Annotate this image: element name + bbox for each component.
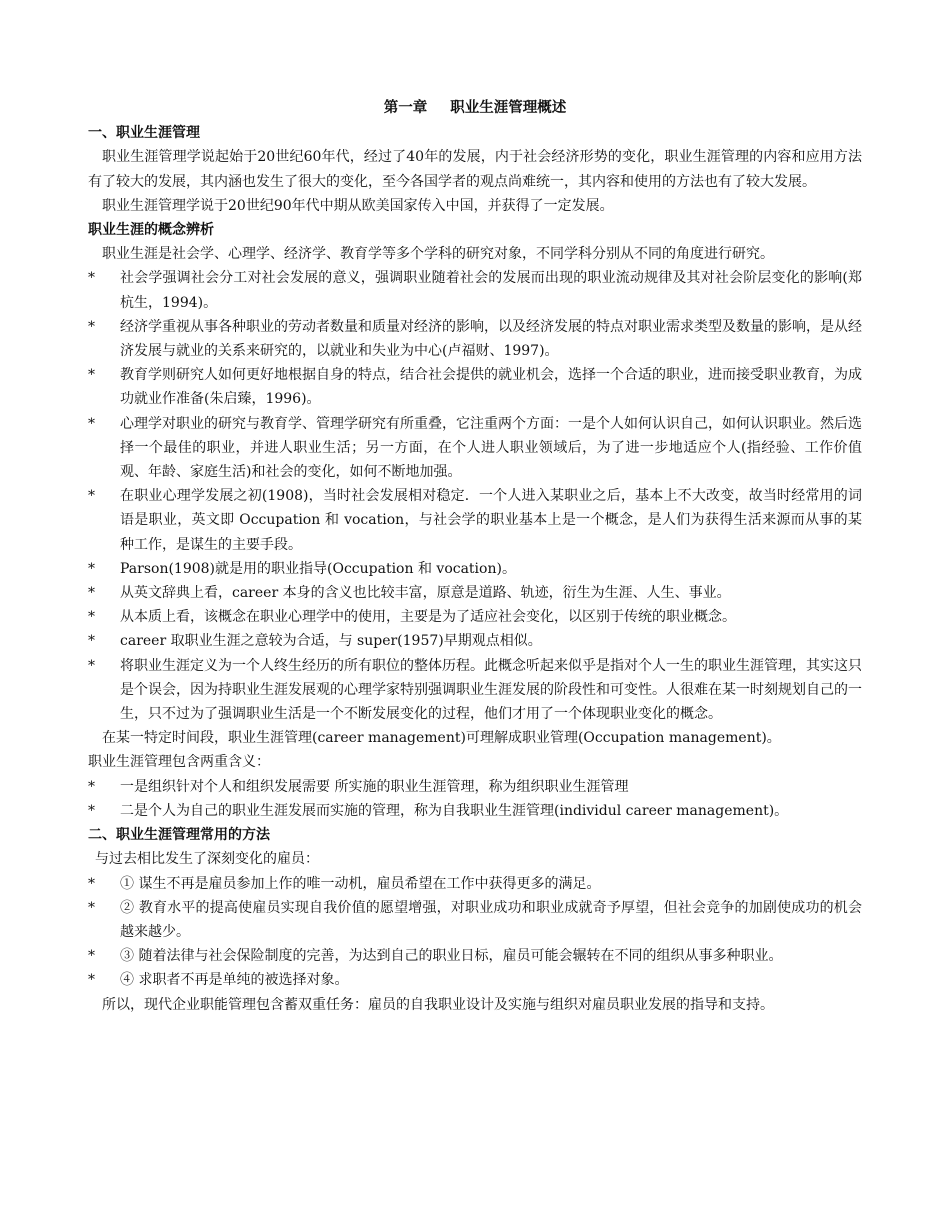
bullet-marker: *: [88, 609, 95, 626]
bullet-item: [88, 872, 862, 896]
bullet-marker: *: [88, 657, 95, 674]
bullet-item: [88, 629, 862, 653]
bullet-text: ③ 随着法律与社会保险制度的完善，为达到自己的职业日标，雇员可能会辗转在不同的组织从事多种职业。: [120, 948, 783, 965]
bullet-item: [88, 775, 862, 799]
bullet-marker: *: [88, 488, 95, 505]
bullet-marker: *: [88, 585, 95, 602]
bullet-marker: *: [88, 875, 95, 892]
bullet-marker: *: [88, 948, 95, 965]
bullet-text: ② 教育水平的提高使雇员实现自我价值的愿望增强，对职业成功和职业成就奇予厚望，但社会竞争的加剧使成功的机会越来越少。: [120, 899, 862, 940]
bullet-item: [88, 484, 862, 557]
paragraph: 职业生涯管理学说于20世纪90年代中期从欧美国家传入中国，并获得了一定发展。: [102, 197, 614, 214]
bullet-marker: *: [88, 318, 95, 335]
paragraph: 所以，现代企业职能管理包含蓄双重任务：雇员的自我职业设计及实施与组织对雇员职业发展的指导和支持。: [102, 996, 774, 1013]
bullet-item: [88, 944, 862, 968]
bullet-text: 从英文辞典上看，career 本身的含义也比较丰富，原意是道路、轨迹，衍生为生涯、人生、事业。: [120, 585, 731, 602]
bullet-marker: *: [88, 415, 95, 432]
section-heading-1: 一、职业生涯管理: [88, 125, 200, 142]
bullet-text: 从本质上看，该概念在职业心理学中的使用，主要是为了适应社会变化，以区别于传统的职业概念。: [120, 609, 736, 626]
section-heading-2: 二、职业生涯管理常用的方法: [88, 827, 270, 844]
bullet-item: [88, 581, 862, 605]
bullet-text: 社会学强调社会分工对社会发展的意义，强调职业随着社会的发展而出现的职业流动规律及其对社会阶层变化的影响(郑杭生，1994)。: [120, 270, 862, 311]
bullet-item: [88, 799, 862, 823]
bullet-marker: *: [88, 367, 95, 384]
bullet-text: 一是组织针对个人和组织发展需要 所实施的职业生涯管理，称为组织职业生涯管理: [120, 778, 629, 795]
bullet-text: 教育学则研究人如何更好地根据自身的特点，结合社会提供的就业机会，选择一个合适的职业，进而接受职业教育，为成功就业作准备(朱启臻，1996)。: [120, 367, 862, 408]
bullet-item: [88, 968, 862, 992]
bullet-text: 经济学重视从事各种职业的劳动者数量和质量对经济的影响，以及经济发展的特点对职业需求类型及数量的影响，是从经济发展与就业的关系来研究的，以就业和失业为中心(卢福财、1997)。: [120, 318, 862, 360]
bullet-marker: *: [88, 802, 95, 819]
bullet-text: 在职业心理学发展之初(1908)，当时社会发展相对稳定．一个人进入某职业之后，基本上不大改变，故当时经常用的词语是职业，英文即 Occupation 和 vocation，与社会学的职业基本上是一个概念，是人们为获得生活来源而从事的某种工作，是谋生的主要手段。: [120, 488, 862, 553]
paragraph: 与过去相比发生了深刻变化的雇员：: [95, 851, 319, 868]
bullet-item: [88, 605, 862, 629]
paragraph: 职业生涯管理包含两重含义：: [88, 754, 270, 771]
paragraph: 职业生涯管理学说起始于20世纪60年代，经过了40年的发展，内于社会经济形势的变化，职业生涯管理的内容和应用方法有了较大的发展，其内涵也发生了很大的变化，至今各国学者的观点尚难统一，其内容和使用的方法也有了较大发展。: [88, 149, 862, 190]
chapter-title: 第一章 职业生涯管理概述: [383, 99, 567, 116]
bullet-text: ④ 求职者不再是单纯的被选择对象。: [120, 972, 349, 989]
bullet-marker: *: [88, 778, 95, 795]
bullet-marker: *: [88, 899, 95, 916]
bullet-item: [88, 315, 862, 363]
document-page: [88, 96, 862, 1017]
subsection-heading: 职业生涯的概念辨析: [88, 222, 214, 239]
bullet-item: [88, 896, 862, 944]
bullet-item: [88, 654, 862, 727]
bullet-marker: *: [88, 270, 95, 287]
paragraph: 在某一特定时间段，职业生涯管理(career management)可理解成职业管理(Occupation management)。: [102, 730, 781, 747]
bullet-text: 心理学对职业的研究与教育学、管理学研究有所重叠，它注重两个方面：一是个人如何认识自己，如何认识职业。然后选择一个最佳的职业，并进人职业生活；另一方面，在个人进人职业领域后，为了进一步地适应个人(指经验、工作价值观、年龄、家庭生活)和社会的变化，如何不断地加强。: [120, 415, 862, 481]
bullet-text: career 取职业生涯之意较为合适，与 super(1957)早期观点相似。: [120, 633, 542, 650]
bullet-text: ① 谋生不再是雇员参加上作的唯一动机，雇员希望在工作中获得更多的满足。: [120, 875, 601, 892]
bullet-item: [88, 557, 862, 581]
bullet-marker: *: [88, 560, 95, 577]
bullet-text: Parson(1908)就是用的职业指导(Occupation 和 vocation)。: [120, 560, 516, 577]
bullet-item: [88, 363, 862, 411]
bullet-text: 将职业生涯定义为一个人终生经历的所有职位的整体历程。此概念听起来似乎是指对个人一生的职业生涯管理，其实这只是个误会，因为持职业生涯发展观的心理学家特别强调职业生涯发展的阶段性和可变性。人很难在某一时刻规划自己的一生，只不过为了强调职业生活是一个不断发展变化的过程，他们才用了一个体现职业变化的概念。: [120, 657, 862, 723]
bullet-marker: *: [88, 972, 95, 989]
bullet-item: [88, 412, 862, 485]
bullet-text: 二是个人为自己的职业生涯发展而实施的管理，称为自我职业生涯管理(individul career management)。: [120, 802, 789, 819]
paragraph: 职业生涯是社会学、心理学、经济学、教育学等多个学科的研究对象，不同学科分别从不同的角度进行研究。: [102, 246, 774, 263]
bullet-item: [88, 266, 862, 314]
bullet-marker: *: [88, 633, 95, 650]
